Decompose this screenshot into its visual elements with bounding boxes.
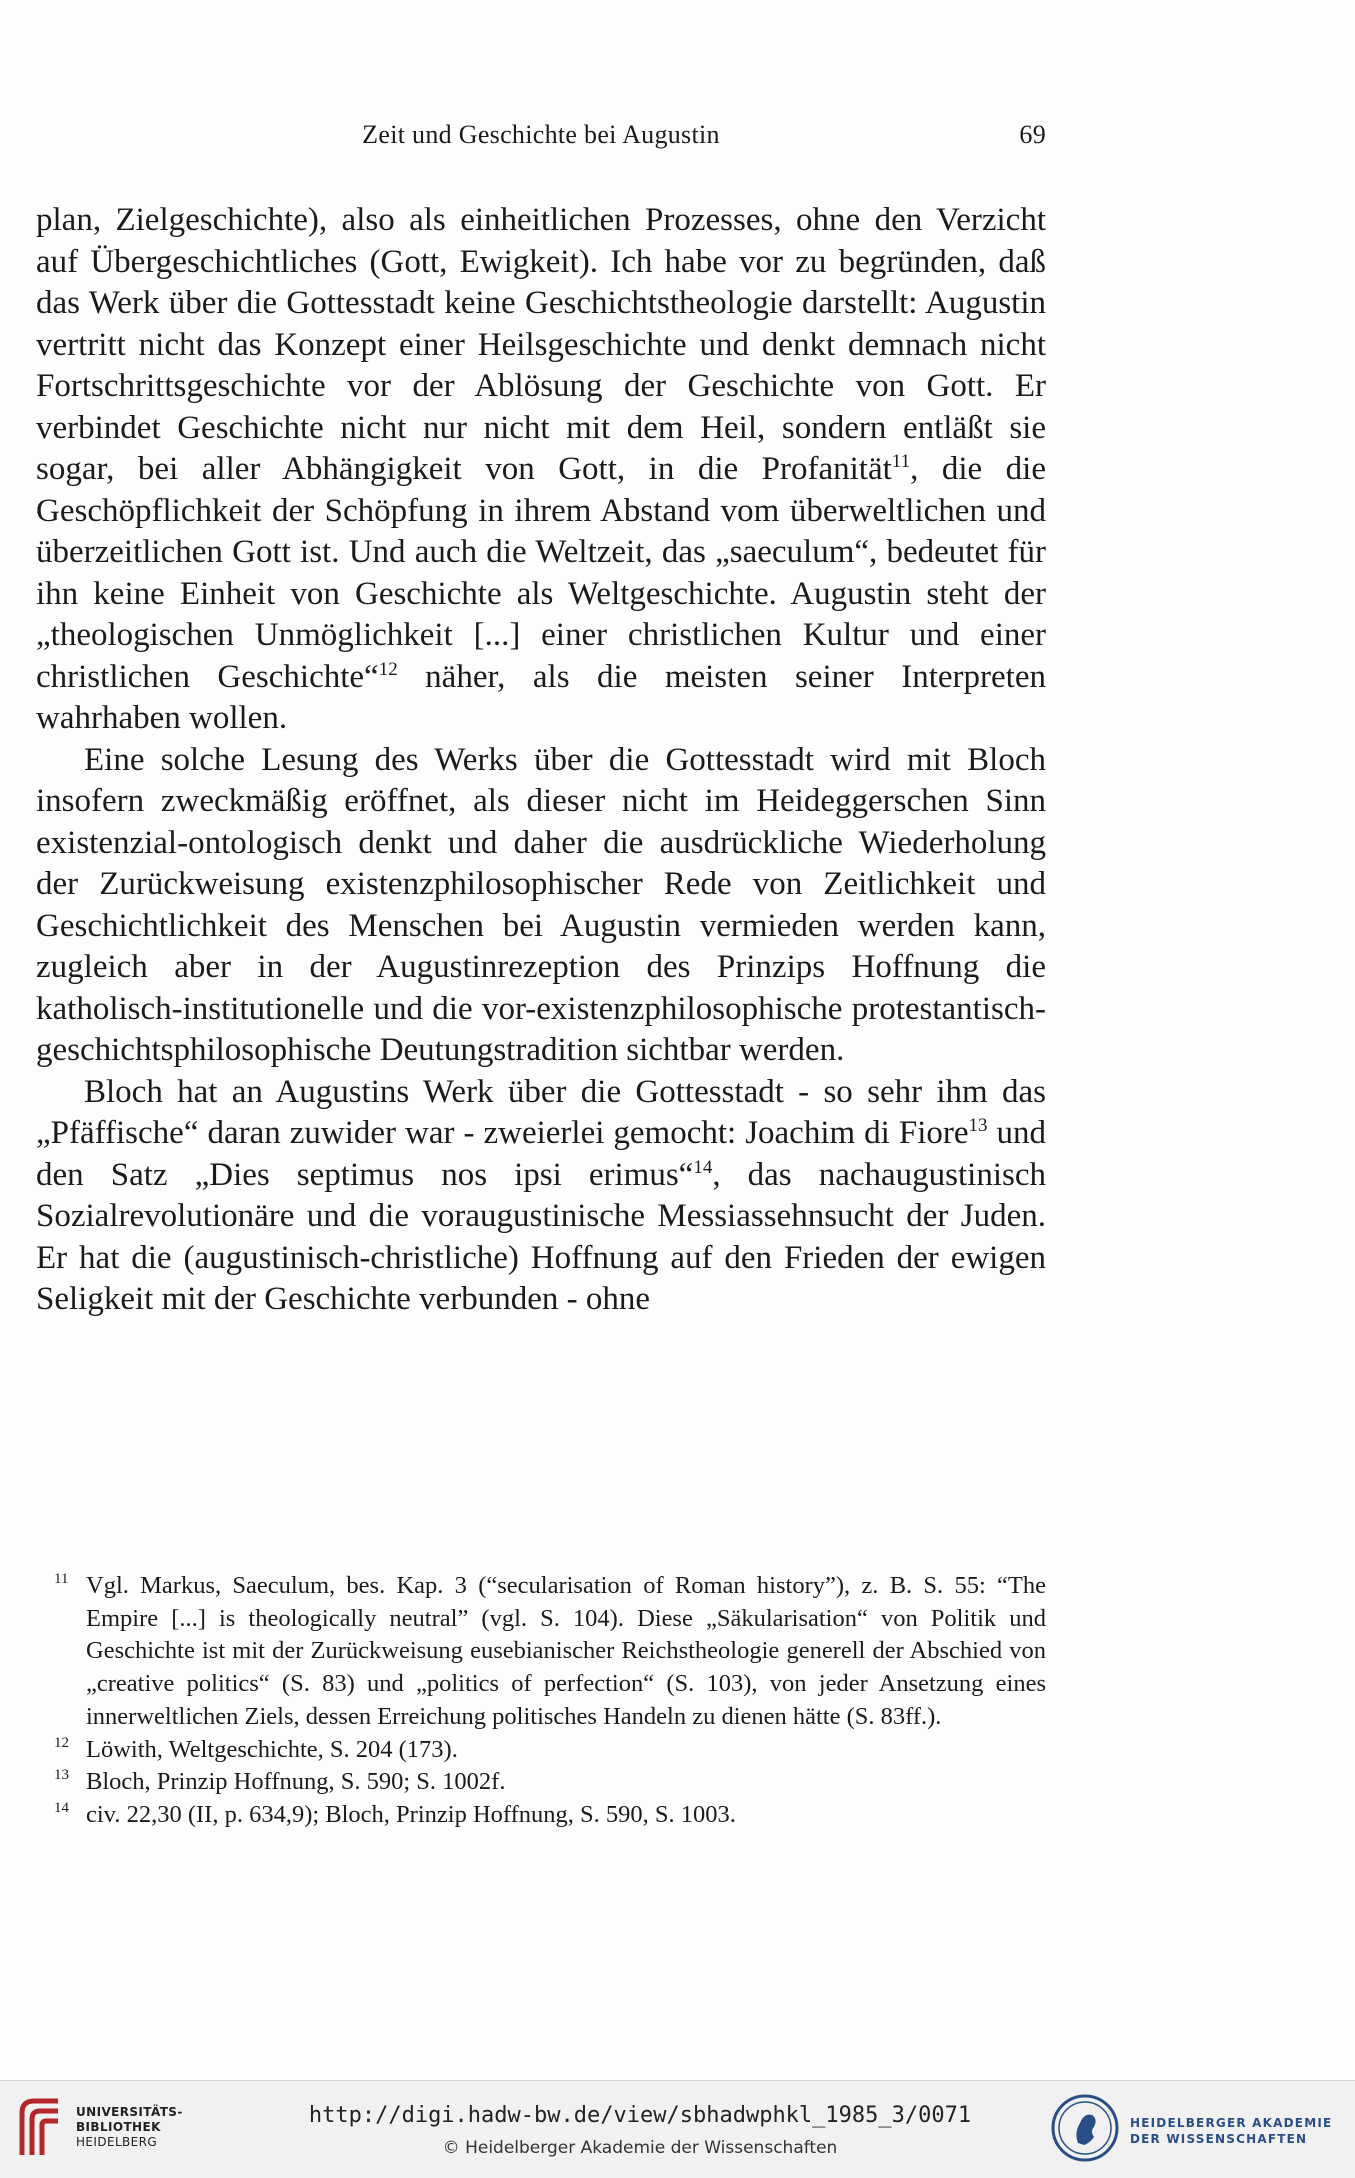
source-url-link[interactable]: http://digi.hadw-bw.de/view/sbhadwphkl_1985_3/0071 <box>308 2103 972 2128</box>
paragraph-1 <box>36 200 1046 740</box>
running-head <box>36 120 1046 156</box>
academy-name <box>1130 2115 1332 2147</box>
paragraph-3 <box>36 1072 1046 1321</box>
footer-bar <box>0 2080 1355 2178</box>
footnote-number: 11 <box>54 1571 69 1587</box>
academy-seal-icon[interactable] <box>1050 2093 1120 2163</box>
paragraph-3-part-b: und den Satz „Dies septimus nos ipsi erimus“ <box>36 1115 1046 1193</box>
paragraph-3-part-a: Bloch hat an Augustins Werk über die Gottesstadt - so sehr ihm das „Pfäffische“ daran zuwider war - zweierlei gemocht: Joachim di Fiore <box>36 1073 1046 1151</box>
paragraph-1-part-c: näher, als die meisten seiner Interpreten wahrhaben wollen. <box>36 658 1046 736</box>
page-number: 69 <box>1019 120 1046 149</box>
footnote-text: Löwith, Weltgeschichte, S. 204 (173). <box>86 1735 458 1763</box>
academy-name-line-2: DER WISSENSCHAFTEN <box>1130 2132 1308 2146</box>
library-name-line-1: UNIVERSITÄTS- <box>76 2105 183 2119</box>
library-name-line-3: HEIDELBERG <box>76 2135 158 2149</box>
main-text <box>36 200 1046 1321</box>
paragraph-3-part-c: , das nachaugustinisch Sozialrevolutionäre und die voraugustinische Messiassehnsucht der Juden. Er hat die (augustinisch-christliche) Hoffnung auf den Frieden der ewigen Seligkeit mit der Geschichte verbunden - ohne <box>36 1156 1046 1317</box>
footnote <box>36 1570 1046 1734</box>
footnote-ref-12[interactable]: 12 <box>378 658 398 680</box>
footnote-number: 14 <box>54 1799 69 1816</box>
footnote-text: civ. 22,30 (II, p. 634,9); Bloch, Prinzip Hoffnung, S. 590, S. 1003. <box>86 1800 736 1828</box>
footnote <box>36 1799 1046 1832</box>
library-name <box>76 2105 183 2150</box>
footnote-ref-14[interactable]: 14 <box>693 1156 713 1178</box>
copyright-notice: © Heidelberger Akademie der Wissenschaften <box>442 2138 838 2158</box>
footnote-number: 13 <box>54 1767 69 1784</box>
footnote-text: Bloch, Prinzip Hoffnung, S. 590; S. 1002f. <box>86 1768 506 1796</box>
footnote-ref-13[interactable]: 13 <box>968 1115 988 1136</box>
footnote-text: Vgl. Markus, Saeculum, bes. Kap. 3 (“secularisation of Roman history”), z. B. S. 55: “The Empire [...] is theologically neutral” (vgl. S. 104). Diese „Säkularisation“ von Politik und Geschichte ist mit der Zurückweisung eusebianischer Reichstheologie generell der Abschied von „creative politics“ (S. 83) und „politics of perfection“ (S. 103), von jeder Ansetzung eines innerweltlichen Ziels, dessen Erreichung politisches Handeln zu dienen hätte (S. 83ff.). <box>86 1572 1046 1730</box>
footer-center <box>230 2103 1050 2158</box>
library-name-line-2: BIBLIOTHEK <box>76 2120 161 2134</box>
footnote-number: 12 <box>54 1734 69 1751</box>
paragraph-1-part-a: plan, Zielgeschichte), also als einheitlichen Prozesses, ohne den Verzicht auf Übergeschichtliches (Gott, Ewigkeit). Ich habe vor zu begründen, daß das Werk über die Gottesstadt keine Geschichtstheologie darstellt: Augustin vertritt nicht das Konzept einer Heilsgeschichte und denkt demnach nicht Fortschrittsgeschichte vor der Ablösung der Geschichte von Gott. Er verbindet Geschichte nicht nur nicht mit dem Heil, sondern entläßt sie sogar, bei aller Abhängigkeit von Gott, in die Profanität <box>36 202 1046 487</box>
footnote <box>36 1734 1046 1767</box>
academy-name-line-1: HEIDELBERGER AKADEMIE <box>1130 2116 1333 2130</box>
paragraph-1-part-b: , die die Geschöpflichkeit der Schöpfung in ihrem Abstand vom überweltlichen und überzeitlichen Gott ist. Und auch die Weltzeit, das „saeculum“, bedeutet für ihn keine Einheit von Geschichte als Weltgeschichte. Augustin steht der „theologischen Unmöglichkeit [...] einer christlichen Kultur und einer christlichen Geschichte“ <box>36 451 1046 695</box>
library-logo-icon[interactable] <box>14 2095 64 2159</box>
running-title: Zeit und Geschichte bei Augustin <box>362 120 720 149</box>
footnote-ref-11[interactable]: 11 <box>891 451 911 472</box>
footnote <box>36 1766 1046 1799</box>
footnotes <box>36 1570 1046 1832</box>
paragraph-2: Eine solche Lesung des Werks über die Gottesstadt wird mit Bloch insofern zweckmäßig eröffnet, als dieser nicht im Heideggerschen Sinn existenzial-ontologisch denkt und daher die ausdrückliche Wiederholung der Zurückweisung existenzphilosophischer Rede von Zeitlichkeit und Geschichtlichkeit des Menschen bei Augustin vermieden werden kann, zugleich aber in der Augustinrezeption des Prinzips Hoffnung die katholisch-institutionelle und die vor-existenzphilosophische protestantisch-geschichtsphilosophische Deutungstradition sichtbar werden. <box>36 741 1046 1068</box>
